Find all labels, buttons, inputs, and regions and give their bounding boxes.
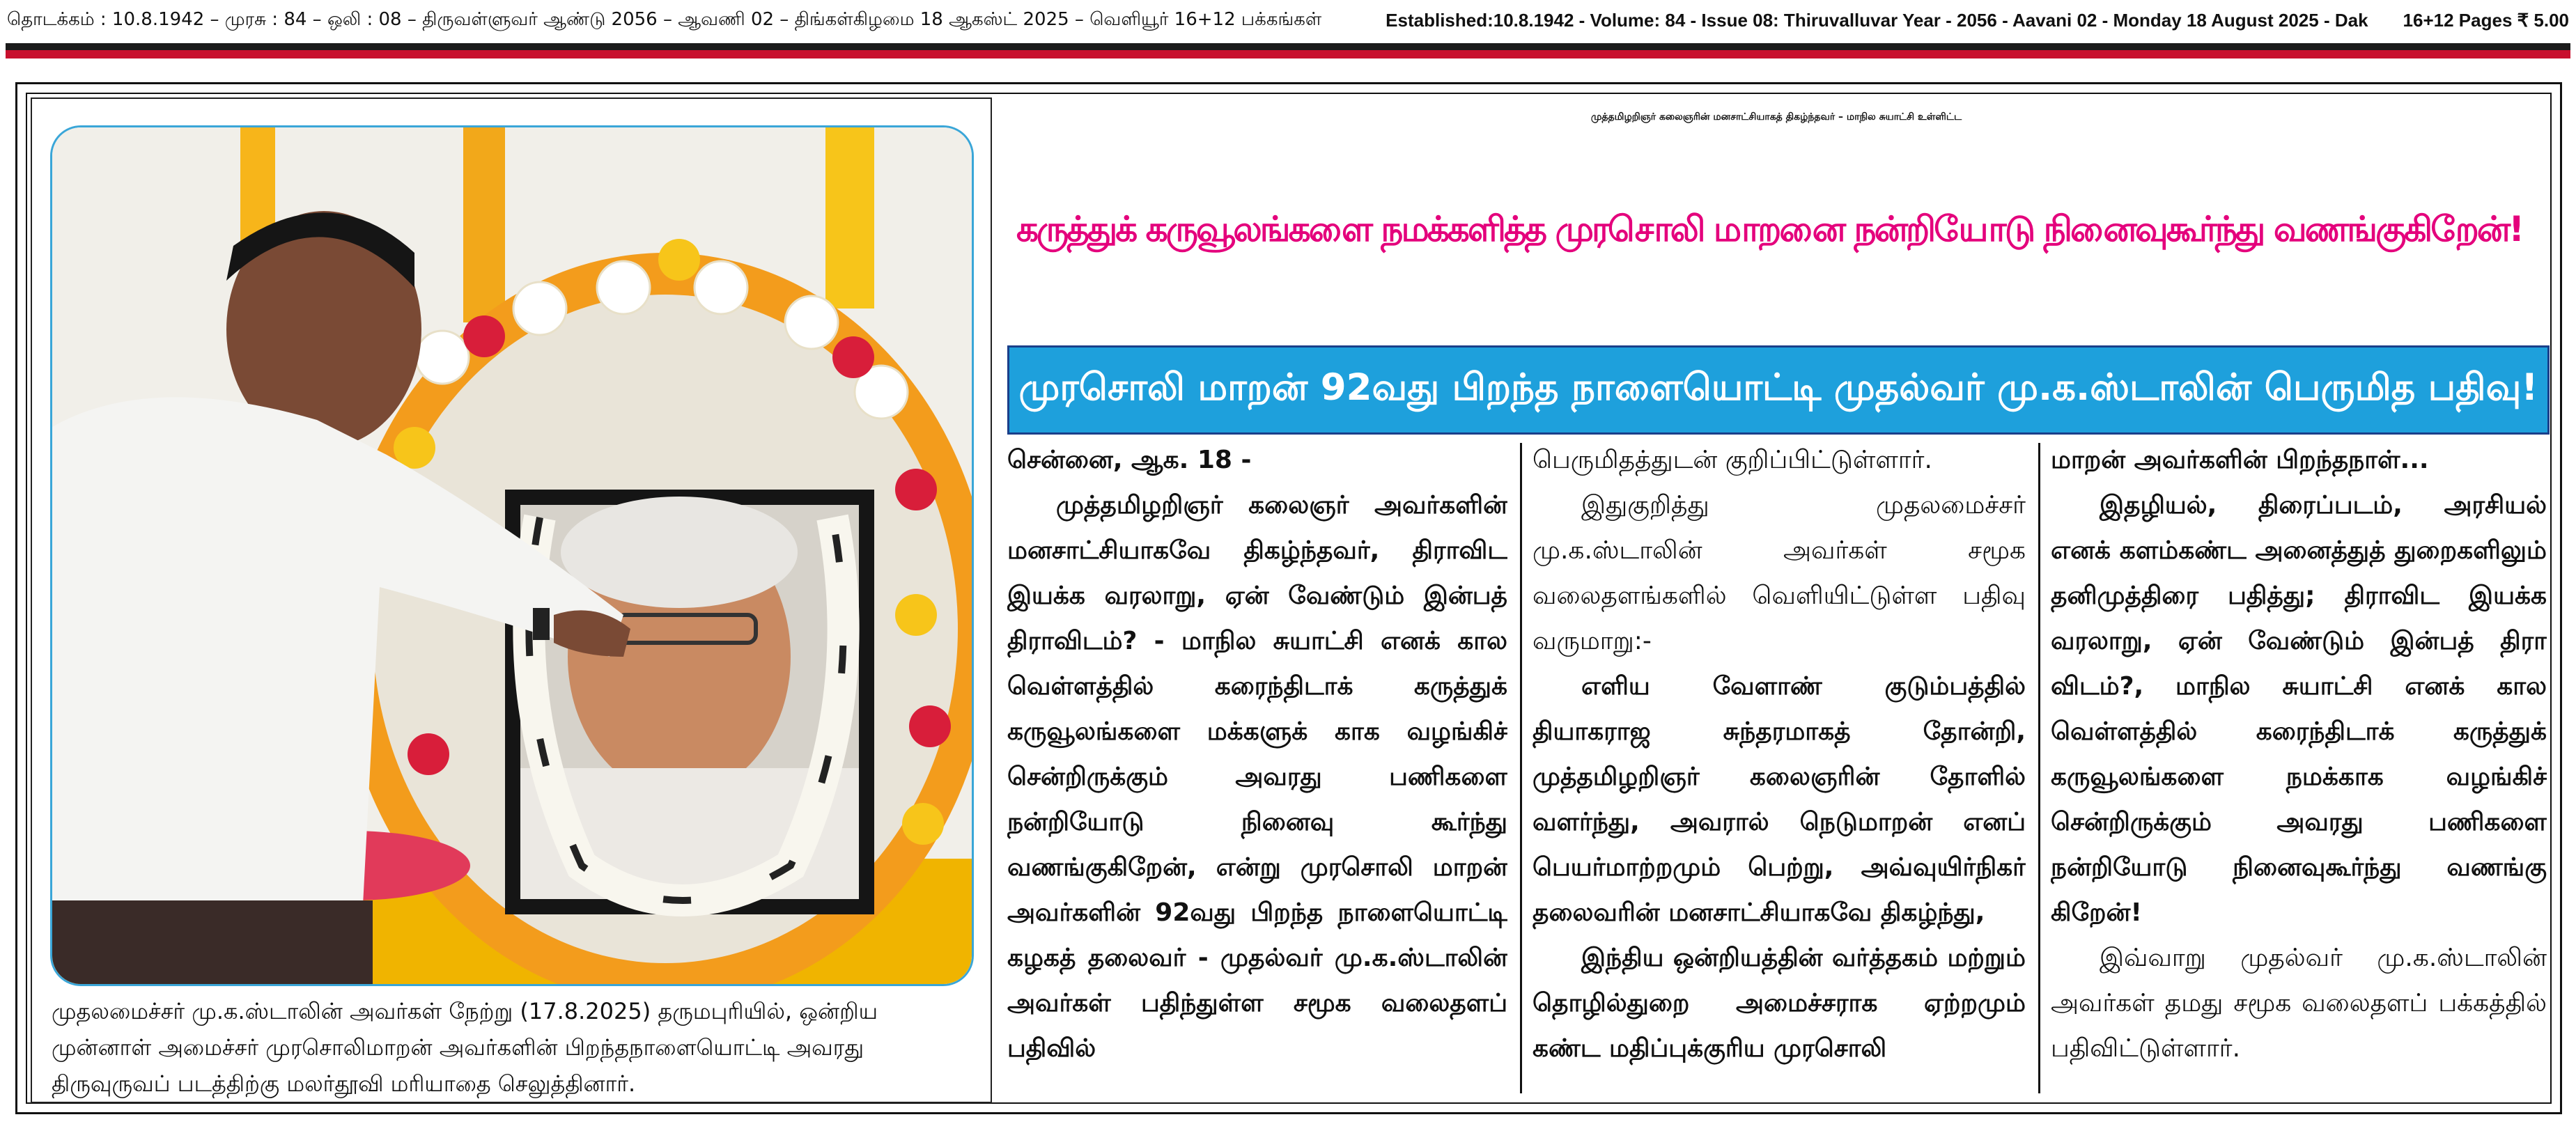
col3-paragraph-2: இதழியல், திரைப்படம், அரசியல் எனக் களம்கண்ட அனைத்துத் துறைகளிலும் தனிமுத்திரை பதித்து; திராவிட இயக்க வரலாறு, ஏன் வேண்டும் இன்பத் திரா விடம்?, மாநில சுயாட்சி எனக் கால வெள்ளத்தில் கரைந்திடாக் கருத்துக் கருவூலங்களை நமக்காக வழங்கிச் சென்றிருக்கும் அவரது பணிகளை நன்றியோடு நினைவுகூர்ந்து வணங்கு கிறேன்! [2051,491,2547,927]
col1-paragraph: முத்தமிழறிஞர் கலைஞர் அவர்களின் மனசாட்சியாகவே திகழ்ந்தவர், திராவிட இயக்க வரலாறு, ஏன் வேண்டும் இன்பத் திராவிடம்? - மாநில சுயாட்சி எனக் கால வெள்ளத்தில் கரைந்திடாக் கருத்துக் கருவூலங்களை மக்களுக் காக வழங்கிச் சென்றிருக்கும் அவரது பணிகளை நன்றியோடு நினைவு கூர்ந்து வணங்குகிறேன், என்று முரசொலி மாறன் அவர்களின் 92வது பிறந்த நாளையொட்டி கழகத் தலைவர் - முதல்வர் மு.க.ஸ்டாலின் அவர்கள் பதிந்துள்ள சமூக வலைதளப் பதிவில் [1007,491,1507,1063]
article-headline: கருத்துக் கருவூலங்களை நமக்களித்த முரசொலி மாறனை நன்றியோடு நினைவுகூர்ந்து வணங்குகிறேன்! [1016,209,2523,249]
tribute-photo [50,125,974,986]
col3-paragraph-1: மாறன் அவர்களின் பிறந்தநாள்... [2051,446,2429,474]
photo-caption: முதலமைச்சர் மு.க.ஸ்டாலின் அவர்கள் நேற்று (17.8.2025) தருமபுரியில், ஒன்றிய முன்னாள் அமைச்சர் முரசொலிமாறன் அவர்களின் பிறந்தநாளையொட்டி அவரது திருவுருவப் படத்திற்கு மலர்தூவி மரியாதை செலுத்தினார். [52,998,878,1097]
article-kicker [1059,111,2494,124]
masthead-rule-red [6,50,2570,58]
col2-paragraph-3: எளிய வேளாண் குடும்பத்தில் தியாகராஜ சுந்தரமாகத் தோன்றி, முத்தமிழறிஞர் கலைஞரின் தோளில் வளர்ந்து, அவரால் நெடுமாறன் எனப் பெயர்மாற்றமும் பெற்று, அவ்வுயிர்நிகர் தலைவரின் மனசாட்சியாகவே திகழ்ந்து, [1533,672,2026,927]
photo-column [31,97,992,1103]
col2-paragraph-2: இதுகுறித்து முதலமைச்சர் மு.க.ஸ்டாலின் அவர்கள் சமூக வலைதளங்களில் வெளியிட்டுள்ள பதிவு வருமாறு:- [1533,491,2026,655]
masthead-english [1386,10,2569,31]
article-column-3 [2051,437,2547,1085]
article-column-2 [1533,437,2026,1085]
article-column-1 [1007,437,1507,1085]
kicker-text: முத்தமிழறிஞர் கலைஞரின் மனசாட்சியாகத் திகழ்ந்தவர் – மாநில சுயாட்சி உள்ளிட்ட [1591,111,1962,124]
col2-paragraph-1: பெருமிதத்துடன் குறிப்பிட்டுள்ளார். [1533,446,1932,474]
masthead-english-line: Established:10.8.1942 - Volume: 84 - Issue 08: Thiruvalluvar Year - 2056 - Aavani 02 - Monday 18 August 2025 - Dak [1386,9,2368,31]
masthead [0,0,2576,40]
col3-paragraph-3: இவ்வாறு முதல்வர் மு.க.ஸ்டாலின் அவர்கள் தமது சமூக வலைதளப் பக்கத்தில் பதிவிட்டுள்ளார். [2051,944,2547,1063]
masthead-tamil-line: தொடக்கம் : 10.8.1942 – முரசு : 84 – ஒலி : 08 – திருவள்ளுவர் ஆண்டு 2056 – ஆவணி 02 – திங்கள்கிழமை 18 ஆகஸ்ட் 2025 – வெளியூர் 16+12 பக்கங்கள் [7,8,1322,30]
column-rule-2 [2038,443,2040,1093]
column-rule-1 [1520,443,1522,1093]
masthead-pages-price: 16+12 Pages ₹ 5.00 [2403,9,2569,31]
dateline: சென்னை, ஆக. 18 - [1007,446,1252,474]
article-subhead: முரசொலி மாறன் 92வது பிறந்த நாளையொட்டி முதல்வர் மு.க.ஸ்டாலின் பெருமித பதிவு! [1007,345,2550,435]
masthead-rule-black [6,43,2570,50]
col2-paragraph-4: இந்திய ஒன்றியத்தின் வர்த்தகம் மற்றும் தொழில்துறை அமைச்சராக ஏற்றமும் கண்ட மதிப்புக்குரிய முரசொலி [1533,944,2026,1063]
